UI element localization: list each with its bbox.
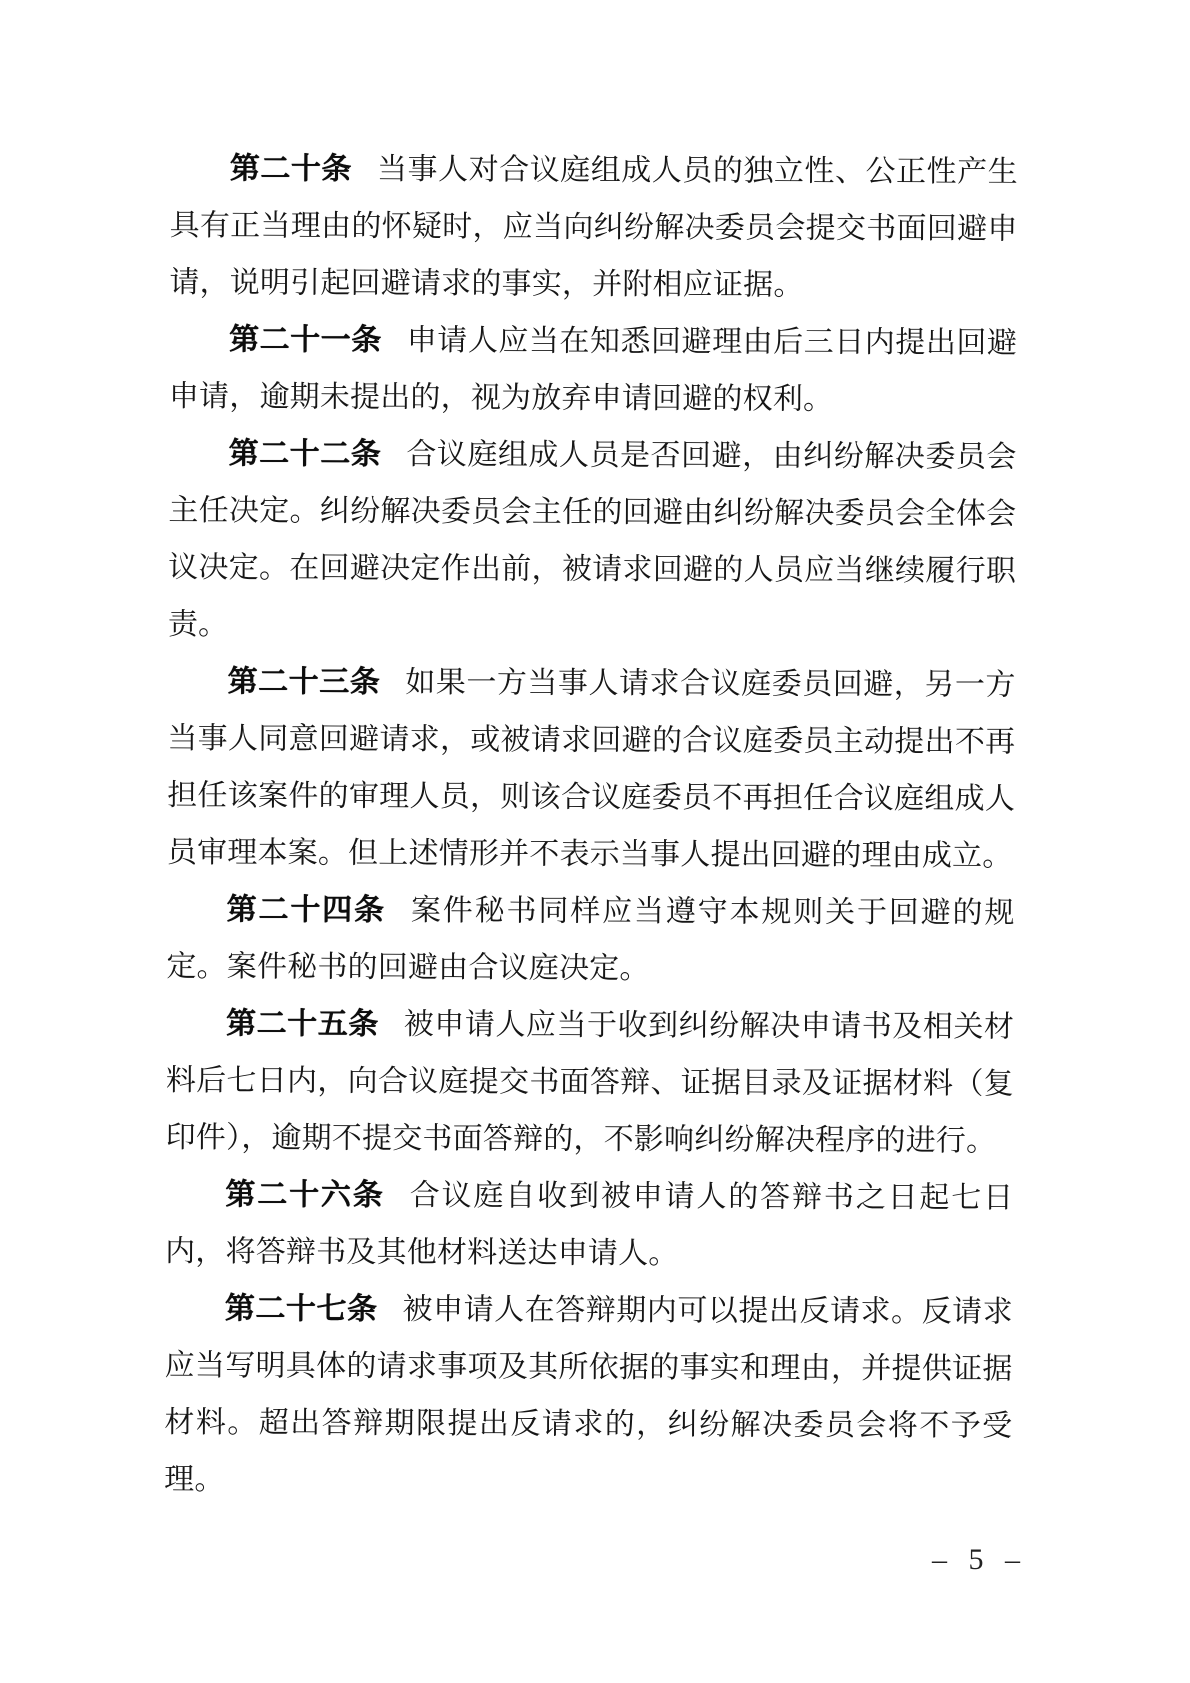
- article-number: 第二十三条: [227, 665, 381, 699]
- article-text: 合议庭自收到被申请人的答辩书之日起七日内，将答辩书及其他材料送达申请人。: [165, 1179, 1014, 1271]
- page-number: – 5 –: [932, 1543, 1027, 1576]
- article-paragraph: [169, 140, 1018, 315]
- article-paragraph: [165, 1166, 1013, 1284]
- article-text: 被申请人在答辩期内可以提出反请求。反请求应当写明具体的请求事项及其所依据的事实和理由，并提供证据材料。超出答辩期限提出反请求的，纠纷解决委员会将不予受理。: [164, 1293, 1013, 1497]
- article-number: 第二十二条: [228, 437, 382, 471]
- article-number: 第二十一条: [229, 323, 382, 357]
- article-paragraph: [168, 425, 1017, 657]
- article-paragraph: [166, 995, 1015, 1170]
- article-number: 第二十六条: [225, 1178, 385, 1212]
- article-paragraph: [169, 311, 1017, 429]
- article-text: 案件秘书同样应当遵守本规则关于回避的规定。案件秘书的回避由合议庭决定。: [166, 894, 1015, 986]
- article-number: 第二十四条: [226, 893, 387, 927]
- article-number: 第二十七条: [224, 1292, 378, 1326]
- article-paragraph: [164, 1280, 1013, 1512]
- article-number: 第二十五条: [226, 1007, 379, 1041]
- article-paragraph: [166, 881, 1014, 999]
- article-text: 如果一方当事人请求合议庭委员回避，另一方当事人同意回避请求，或被请求回避的合议庭委员主动提出不再担任该案件的审理人员，则该合议庭委员不再担任合议庭组成人员审理本案。但上述情形并不表示当事人提出回避的理由成立。: [166, 666, 1016, 873]
- article-text: 当事人对合议庭组成人员的独立性、公正性产生具有正当理由的怀疑时，应当向纠纷解决委员会提交书面回避申请，说明引起回避请求的事实，并附相应证据。: [169, 152, 1018, 302]
- article-text: 合议庭组成人员是否回避，由纠纷解决委员会主任决定。纠纷解决委员会主任的回避由纠纷解决委员会全体会议决定。在回避决定作出前，被请求回避的人员应当继续履行职责。: [167, 438, 1017, 642]
- article-text: 被申请人应当于收到纠纷解决申请书及相关材料后七日内，向合议庭提交书面答辩、证据目录及证据材料（复印件），逾期不提交书面答辩的，不影响纠纷解决程序的进行。: [165, 1008, 1015, 1158]
- document-body: [164, 140, 1018, 1512]
- article-text: 申请人应当在知悉回避理由后三日内提出回避申请，逾期未提出的，视为放弃申请回避的权利。: [168, 324, 1018, 416]
- article-paragraph: [167, 653, 1016, 885]
- article-number: 第二十条: [229, 152, 353, 186]
